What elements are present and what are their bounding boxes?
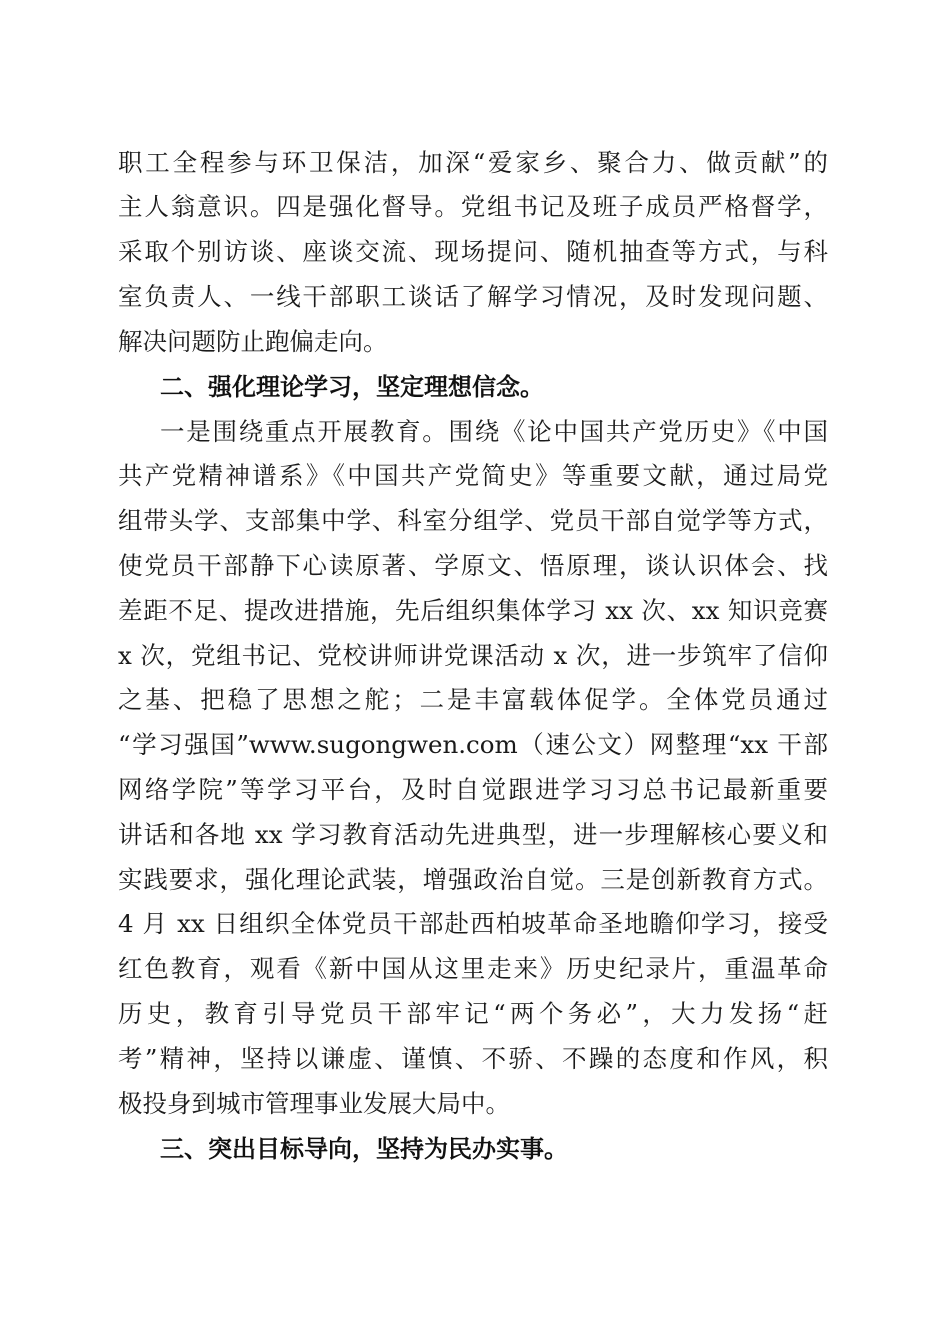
body-text-line: 4 月 xx 日组织全体党员干部赴西柏坡革命圣地瞻仰学习，接受 (118, 909, 828, 938)
body-text-line: 红色教育，观看《新中国从这里走来》历史纪录片，重温革命 (118, 954, 828, 983)
body-text-line: “学习强国”www.sugongwen.com（速公文）网整理“xx 干部 (118, 730, 828, 759)
body-text-line: 使党员干部静下心读原著、学原文、悟原理，谈认识体会、找 (118, 551, 828, 580)
body-text-line: 采取个别访谈、座谈交流、现场提问、随机抽查等方式，与科 (118, 237, 828, 266)
body-text-line: 一是围绕重点开展教育。围绕《论中国共产党历史》《中国 (160, 417, 828, 446)
body-text-line: 室负责人、一线干部职工谈话了解学习情况，及时发现问题、 (118, 282, 828, 311)
body-text-line: 之基、把稳了思想之舵；二是丰富载体促学。全体党员通过 (118, 685, 828, 714)
body-text-line: 组带头学、支部集中学、科室分组学、党员干部自觉学等方式， (118, 506, 828, 535)
body-text-line: 解决问题防止跑偏走向。 (118, 327, 388, 356)
body-text-line: x 次，党组书记、党校讲师讲党课活动 x 次，进一步筑牢了信仰 (118, 641, 828, 670)
body-text-line: 差距不足、提改进措施，先后组织集体学习 xx 次、xx 知识竞赛 (118, 596, 828, 625)
body-text-line: 网络学院”等学习平台，及时自觉跟进学习习总书记最新重要 (118, 775, 828, 804)
section-heading-2: 二、强化理论学习，坚定理想信念。 (160, 373, 544, 401)
body-text-line: 极投身到城市管理事业发展大局中。 (118, 1089, 510, 1118)
body-text-line: 主人翁意识。四是强化督导。党组书记及班子成员严格督学， (118, 192, 828, 221)
body-text-line: 共产党精神谱系》《中国共产党简史》等重要文献，通过局党 (118, 461, 828, 490)
body-text-line: 职工全程参与环卫保洁，加深“爱家乡、聚合力、做贡献”的 (118, 148, 828, 177)
body-text-line: 考”精神，坚持以谦虚、谨慎、不骄、不躁的态度和作风，积 (118, 1044, 828, 1073)
body-text-line: 讲话和各地 xx 学习教育活动先进典型，进一步理解核心要义和 (118, 820, 828, 849)
body-text-line: 实践要求，强化理论武装，增强政治自觉。三是创新教育方式。 (118, 865, 828, 894)
body-text-line: 历史，教育引导党员干部牢记“两个务必”，大力发扬“赶 (118, 999, 828, 1028)
section-heading-3: 三、突出目标导向，坚持为民办实事。 (160, 1135, 568, 1163)
